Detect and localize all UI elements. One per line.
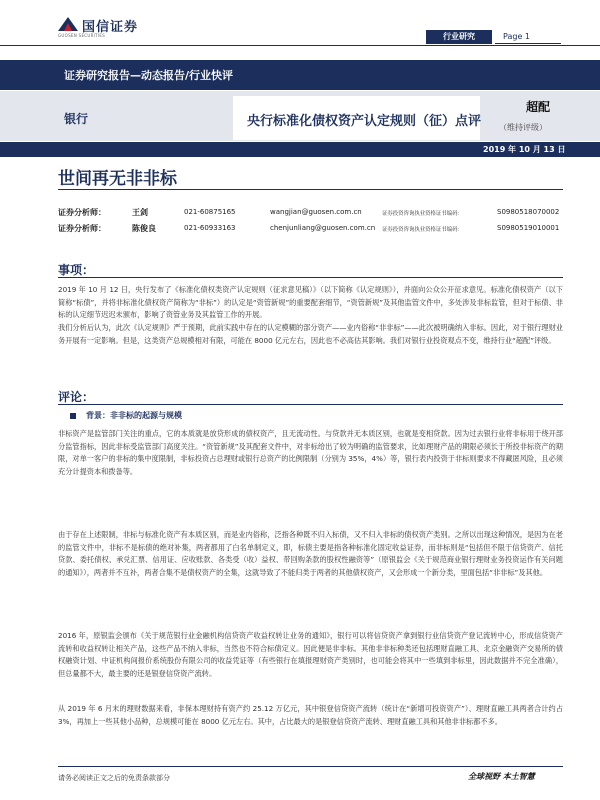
- analyst-row-1: [58, 207, 106, 218]
- analyst-label: 证券分析师：: [58, 224, 106, 233]
- analyst-email[interactable]: wangjian@guosen.com.cn: [270, 208, 362, 216]
- analyst-email[interactable]: chenjunliang@guosen.com.cn: [270, 224, 376, 232]
- guosen-logo-icon: [58, 17, 78, 31]
- rating-label: 超配: [526, 100, 551, 114]
- analyst-name: 陈俊良: [132, 224, 156, 233]
- cert-label: 证券投资咨询执业资格证书编码：: [382, 211, 463, 217]
- logo-text: 国信证券: [82, 20, 139, 35]
- analyst-phone[interactable]: 021-60933163: [184, 224, 236, 232]
- footer-rule: [58, 766, 563, 767]
- title-rule: [58, 189, 563, 190]
- sector-label: 银行: [64, 112, 89, 126]
- report-title: 央行标准化债权资产认定规则（征）点评: [247, 114, 482, 129]
- cert-label: 证券投资咨询执业资格证书编码：: [382, 227, 463, 233]
- analyst-phone[interactable]: 021-60875165: [184, 208, 236, 216]
- report-date: 2019 年 10 月 13 日: [483, 145, 566, 154]
- section-rule: [58, 277, 563, 278]
- footer-slogan: 全球视野 本土智慧: [468, 772, 535, 781]
- bullet-square-icon: [70, 413, 76, 419]
- page-number: Page 1: [495, 30, 561, 44]
- events-paragraph-1: 2019 年 10 月 12 日，央行发布了《标准化债权类资产认定规则（征求意见稿）》（以下简称《认定规则》），并面向公众公开征求意见。标准化债权资产（以下简称“标债”，并将非标准化债权资产简称为“非标”）的认定是“资管新规”的重要配套细节，“资管新规”及其他监管文件中，多处涉及非标监管，但对于标债、非标的认定细节迟迟未颁布，影响了资管业务及其监管工作的开展。: [58, 285, 563, 320]
- report-category: 证券研究报告—动态报告/行业快评: [64, 69, 234, 82]
- section-title-events: 事项：: [58, 263, 95, 277]
- header-rule: [0, 45, 600, 46]
- events-paragraph-2: 我们分析后认为，此次《认定规则》严于预期，此前实践中存在的认定模糊的部分资产——业内俗称“非非标”——此次被明确纳入非标。因此，对于银行理财业务开展有一定影响。但是，这类资产总规模相对有限，可能在 8000 亿元左右，因此也不必高估其影响。我们对银行业投资观点不变，维持行业“超配”评级。: [58, 323, 563, 345]
- analyst-name: 王剑: [132, 208, 148, 217]
- report-kind-tag: 行业研究: [426, 30, 492, 44]
- rating-note: （维持评级）: [499, 123, 547, 132]
- background-subtitle: 背景：非非标的起源与规模: [86, 411, 182, 420]
- logo-subtitle: GUOSEN SECURITIES: [58, 33, 106, 38]
- section-rule: [58, 404, 563, 405]
- comments-paragraph-1: 非标资产是监管部门关注的重点，它的本质就是放贷形成的债权资产，且无流动性。与贷款并无本质区别，也就是变相贷款。因为过去银行业将非标用于绕开部分监管指标，因此非标受监管部门高度关注。“资管新规”及其配套文件中，对非标给出了较为明确的监管要求，比如理财产品的期限必须长于所投非标资产的期限，对单一客户的非标的集中度限制，非标投资占总理财或银行总资产的比例限制（分别为 35%，4%）等，银行表内投资于非标则要求不得藏匿风险，且必须充分计提资本和拨备等。: [58, 429, 563, 476]
- comments-paragraph-3: 2016 年，原银监会颁布《关于规范银行业金融机构信贷资产收益权转让业务的通知》，银行可以将信贷资产拿到银行业信贷资产登记流转中心，形成信贷资产流转和收益权转让相关产品，这些产品不纳入非标，当然也不符合标债定义。因此便是非非标。其他非非标种类还包括理财直融工具、北京金融资产交易所的债权融资计划、中证机构间报价系统股份有限公司的收益凭证等（有些银行在填报理财资产类别时，也可能会将其中一些填到非标里，因此数据并不完全准确），但总量都不大，最主要的还是银登信贷资产流转。: [58, 631, 563, 678]
- analyst-cert: S0980519010001: [497, 224, 560, 232]
- analyst-label: 证券分析师：: [58, 208, 106, 217]
- comments-paragraph-4: 从 2019 年 6 月末的理财数据来看，非保本理财持有资产约 25.12 万亿元，其中银登信贷资产流转（统计在“新增可投资资产”）、理财直融工具两者合计约占 3%，再加上一些其他小品种，总规模可能在 8000 亿元左右。其中，占比最大的是银登信贷资产流转、理财直融工具和其他非非标都不多。: [58, 704, 563, 726]
- section-title-comments: 评论：: [58, 390, 95, 404]
- comments-paragraph-2: 由于存在上述限制，非标与标准化资产有本质区别，而是业内俗称，泛指各种既不归入标债，又不归入非标的债权资产类别。之所以出现这种情况，是因为在老的监管文件中，非标不是标债的绝对补集，两者都用了白名单制定义，即，标债主要是指各种标准化固定收益证券，而非标则是“包括但不限于信贷资产、信托贷款、委托债权、承兑汇票、信用证、应收账款、各类受（收）益权、带回购条款的股权性融资等”（原银监会《关于规范商业银行理财业务投资运作有关问题的通知》），两者并不互补，两者合集不是债权资产的全集，这就导致了不能归类于两者的其他债权资产，又会形成一个新分类，里面包括“非非标”及其他。: [58, 530, 563, 577]
- main-title: 世间再无非非标: [58, 169, 177, 189]
- analyst-row-2: [58, 223, 106, 234]
- analyst-cert: S0980518070002: [497, 208, 560, 216]
- footer-disclaimer: 请务必阅读正文之后的免责条款部分: [58, 774, 170, 782]
